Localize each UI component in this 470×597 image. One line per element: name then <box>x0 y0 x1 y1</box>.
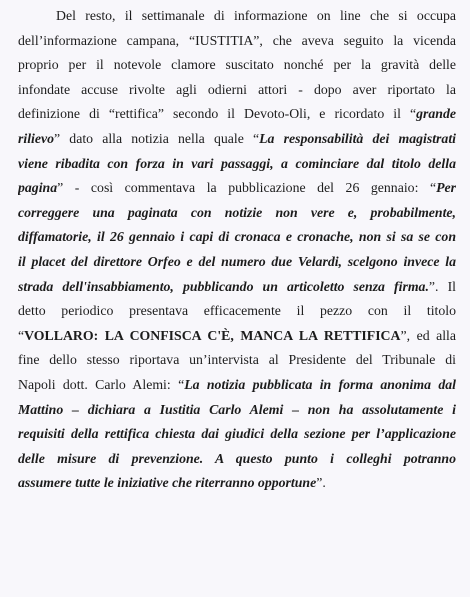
text-run: detto periodico presentava efficacemente il pezzo con il titolo <box>18 303 456 319</box>
text-run: fine dello stesso riportava un’intervista al Presidente del Tribunale di <box>18 352 456 368</box>
italic-run: correggere una paginata con notizie non vere e, probabilmente, <box>18 204 456 220</box>
italic-run: Mattino – dichiara a Iustitia Carlo Alemi – non ha assolutamente i <box>18 401 456 417</box>
text-line <box>18 152 456 177</box>
italic-run: il placet del direttore Orfeo e del numero due Velardi, scelgono invece la <box>18 253 456 269</box>
text-line <box>18 348 456 373</box>
italic-run: assumere tutte le iniziative che riterranno opportune <box>18 475 317 491</box>
text-run: ”. <box>316 475 326 491</box>
text-run: “ <box>18 327 25 343</box>
text-run: definizione di “rettifica” secondo il Devoto-Oli, e ricordato il “ <box>18 106 417 122</box>
italic-run: requisiti della rettifica chiesta dai giudici della sezione per l’applicazione <box>18 426 456 442</box>
text-line <box>18 225 456 250</box>
text-run: ”, ed alla <box>400 327 456 343</box>
italic-run: grande <box>416 106 456 122</box>
text-run: Del resto, il settimanale di informazione on line che si occupa <box>56 8 456 23</box>
text-run: Napoli dott. Carlo Alemi: “ <box>18 376 185 392</box>
text-line <box>18 471 456 496</box>
italic-run: strada dell'insabbiamento, pubblicando un articoletto senza firma. <box>18 278 429 294</box>
text-run: infondate accuse rivolte agli odierni attori - dopo aver riportato la <box>18 81 456 97</box>
text-run: ”. Il <box>428 278 456 294</box>
text-run: dell’informazione campana, “IUSTITIA”, che aveva seguito la vicenda <box>18 32 456 48</box>
text-line <box>18 102 456 127</box>
text-line <box>18 373 456 398</box>
text-line <box>18 250 456 275</box>
italic-run: viene ribadita con forza in vari passaggi, a cominciare dal titolo della <box>18 155 456 171</box>
text-line <box>18 4 456 29</box>
text-line <box>18 201 456 226</box>
text-line <box>18 275 456 300</box>
italic-run: delle misure di prevenzione. A questo punto i colleghi potranno <box>18 450 456 466</box>
text-line <box>18 53 456 78</box>
text-line <box>18 324 456 349</box>
text-line <box>18 29 456 54</box>
italic-run: rilievo <box>18 130 55 146</box>
text-line <box>18 127 456 152</box>
text-run: ” dato alla notizia nella quale “ <box>54 130 260 146</box>
italic-run: Per <box>436 180 456 196</box>
bold-run: VOLLARO: LA CONFISCA C'È, MANCA LA RETTIFICA <box>24 327 401 343</box>
text-run: proprio per il notevole clamore suscitato nonché per la gravità delle <box>18 57 456 73</box>
italic-run: La notizia pubblicata in forma anonima dal <box>184 376 456 392</box>
text-line <box>18 447 456 472</box>
text-line <box>18 398 456 423</box>
italic-run: diffamatorie, il 26 gennaio i capi di cronaca e cronache, non si sa se con <box>18 229 456 245</box>
text-line <box>18 78 456 103</box>
italic-run: pagina <box>18 180 58 196</box>
text-run: ” - così commentava la pubblicazione del 26 gennaio: “ <box>57 180 437 196</box>
text-line <box>18 422 456 447</box>
text-line <box>18 299 456 324</box>
text-line <box>18 176 456 201</box>
italic-run: La responsabilità dei magistrati <box>259 130 456 146</box>
